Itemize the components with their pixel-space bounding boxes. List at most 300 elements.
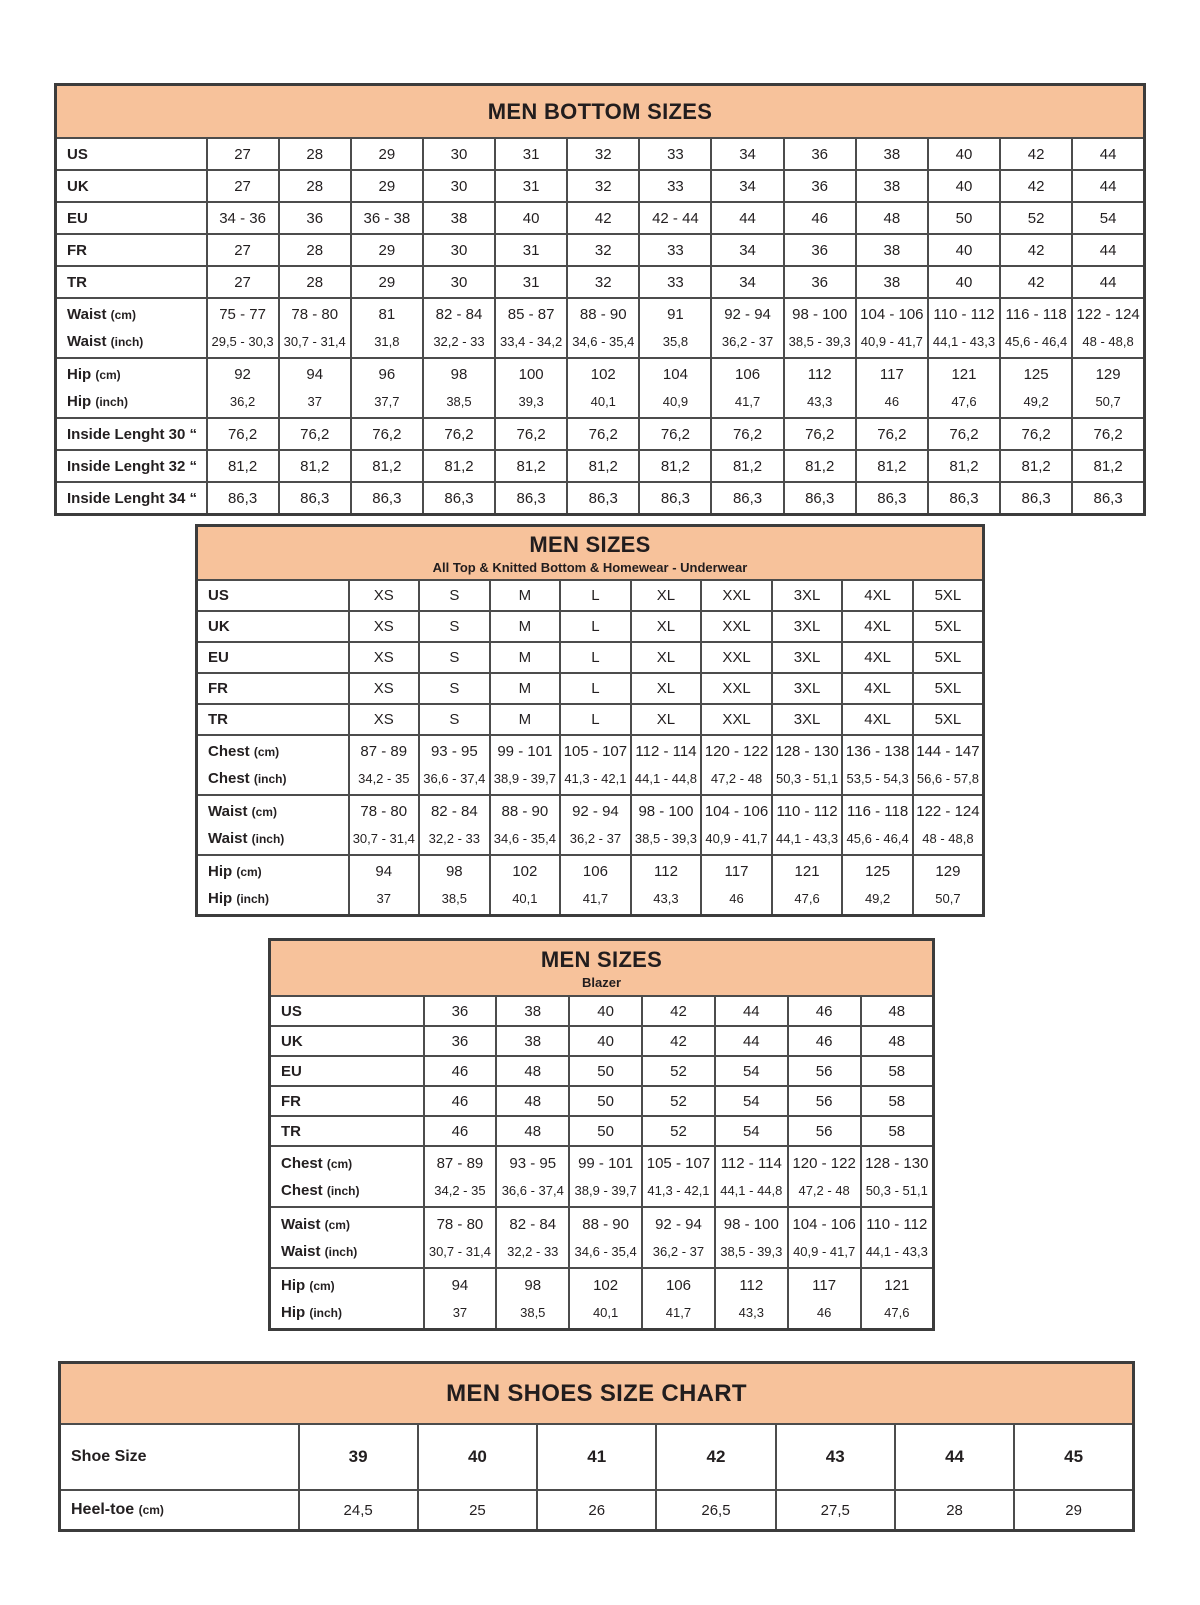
size-value: 32: [567, 234, 639, 266]
size-value: 42: [1000, 138, 1072, 170]
size-value: 44: [715, 1026, 788, 1056]
size-value-pair: 100 39,3: [495, 358, 567, 418]
size-value-pair: 98 38,5: [419, 855, 490, 916]
size-value: 58: [861, 1116, 934, 1146]
table-title: MEN SIZES: [540, 946, 663, 972]
size-value: 86,3: [351, 482, 423, 515]
size-value: 46: [784, 202, 856, 234]
table-subtitle: Blazer: [581, 974, 622, 990]
size-value: 50: [569, 1116, 642, 1146]
size-value: 48: [861, 1026, 934, 1056]
size-value: 36: [279, 202, 351, 234]
size-value: 5XL: [913, 673, 984, 704]
size-value: S: [419, 580, 490, 611]
size-value: 28: [279, 234, 351, 266]
size-value: 41: [537, 1424, 656, 1490]
size-value: 76,2: [279, 418, 351, 450]
size-value-pair: 125 49,2: [842, 855, 913, 916]
size-value-pair: 117 46: [701, 855, 772, 916]
size-value: 5XL: [913, 704, 984, 735]
size-value: 81,2: [1000, 450, 1072, 482]
size-value-pair: 98 38,5: [496, 1268, 569, 1330]
table-row: [56, 298, 1145, 358]
size-value: 36: [784, 138, 856, 170]
size-value: 86,3: [207, 482, 279, 515]
size-value: 40: [418, 1424, 537, 1490]
size-value-pair: 106 41,7: [560, 855, 631, 916]
size-value: 54: [715, 1116, 788, 1146]
size-value-pair: 110 - 112 44,1 - 43,3: [772, 795, 843, 855]
table-row: [56, 418, 1145, 450]
table-row: [270, 1268, 934, 1330]
size-value: 3XL: [772, 642, 843, 673]
size-value-pair: 88 - 90 34,6 - 35,4: [567, 298, 639, 358]
size-value-pair: 85 - 87 33,4 - 34,2: [495, 298, 567, 358]
size-value: 43: [776, 1424, 895, 1490]
size-value-pair: 128 - 130 50,3 - 51,1: [772, 735, 843, 795]
size-value: 34: [711, 170, 783, 202]
size-value: 26: [537, 1490, 656, 1531]
row-label: Hip (cm) Hip (inch): [197, 855, 349, 916]
size-value-pair: 94 37: [279, 358, 351, 418]
size-value: 42: [1000, 266, 1072, 298]
table-row: [56, 234, 1145, 266]
size-value: 56: [788, 1086, 861, 1116]
size-value-pair: 88 - 90 34,6 - 35,4: [569, 1207, 642, 1268]
size-value-pair: 88 - 90 34,6 - 35,4: [490, 795, 561, 855]
size-value: 52: [642, 1056, 715, 1086]
size-value: 24,5: [299, 1490, 418, 1531]
size-value: 4XL: [842, 611, 913, 642]
size-value: 42: [656, 1424, 775, 1490]
size-value: 44: [711, 202, 783, 234]
size-value: XS: [349, 611, 420, 642]
row-label: Hip (cm) Hip (inch): [56, 358, 207, 418]
size-value-pair: 120 - 122 47,2 - 48: [701, 735, 772, 795]
men-shoes-size-chart-grid: [58, 1361, 1135, 1532]
size-value: XXL: [701, 642, 772, 673]
size-value-pair: 117 46: [856, 358, 928, 418]
size-value: L: [560, 580, 631, 611]
size-value: 31: [495, 266, 567, 298]
row-label: Chest (cm) Chest (inch): [197, 735, 349, 795]
size-value: M: [490, 673, 561, 704]
size-value: 76,2: [423, 418, 495, 450]
table-row: [270, 1086, 934, 1116]
size-value-pair: 117 46: [788, 1268, 861, 1330]
row-label: Waist (cm) Waist (inch): [197, 795, 349, 855]
size-value: 86,3: [711, 482, 783, 515]
size-value: XS: [349, 642, 420, 673]
size-value: 81,2: [567, 450, 639, 482]
size-value-pair: 122 - 124 48 - 48,8: [1072, 298, 1144, 358]
size-value: XXL: [701, 611, 772, 642]
size-value: 28: [279, 138, 351, 170]
size-value-pair: 116 - 118 45,6 - 46,4: [1000, 298, 1072, 358]
size-value: 27,5: [776, 1490, 895, 1531]
size-value: 81,2: [784, 450, 856, 482]
size-value: 29: [351, 266, 423, 298]
size-value-pair: 96 37,7: [351, 358, 423, 418]
size-value: 42: [1000, 170, 1072, 202]
size-value: 42: [642, 1026, 715, 1056]
size-value: 86,3: [495, 482, 567, 515]
size-value: 46: [424, 1086, 497, 1116]
size-value-pair: 92 - 94 36,2 - 37: [560, 795, 631, 855]
size-value: XL: [631, 611, 702, 642]
size-value: 76,2: [1000, 418, 1072, 450]
size-value-pair: 125 49,2: [1000, 358, 1072, 418]
size-value: 48: [861, 996, 934, 1026]
size-value-pair: 104 - 106 40,9 - 41,7: [701, 795, 772, 855]
size-value-pair: 104 - 106 40,9 - 41,7: [856, 298, 928, 358]
size-value: 36 - 38: [351, 202, 423, 234]
size-value: 86,3: [567, 482, 639, 515]
row-label: EU: [56, 202, 207, 234]
size-value: 44: [895, 1424, 1014, 1490]
size-value: 36: [424, 1026, 497, 1056]
table-title: MEN SHOES SIZE CHART: [446, 1379, 747, 1407]
title-row: [56, 85, 1145, 139]
size-value-pair: 98 - 100 38,5 - 39,3: [631, 795, 702, 855]
size-value: 45: [1014, 1424, 1133, 1490]
size-value: 76,2: [351, 418, 423, 450]
row-label: Waist (cm) Waist (inch): [56, 298, 207, 358]
size-value-pair: 112 43,3: [784, 358, 856, 418]
size-value-pair: 121 47,6: [772, 855, 843, 916]
size-value: 29: [351, 170, 423, 202]
size-value-pair: 128 - 130 50,3 - 51,1: [861, 1146, 934, 1207]
size-value: 52: [642, 1086, 715, 1116]
size-value-pair: 129 50,7: [913, 855, 984, 916]
size-value: 4XL: [842, 642, 913, 673]
row-label: Chest (cm) Chest (inch): [270, 1146, 424, 1207]
table-title: MEN SIZES: [529, 531, 651, 557]
size-value: 44: [715, 996, 788, 1026]
size-value: 81,2: [711, 450, 783, 482]
size-value: 50: [928, 202, 1000, 234]
size-value: 40: [928, 266, 1000, 298]
size-value: 32: [567, 266, 639, 298]
size-value-pair: 99 - 101 38,9 - 39,7: [569, 1146, 642, 1207]
row-label: UK: [197, 611, 349, 642]
size-value: 27: [207, 234, 279, 266]
size-value: 76,2: [928, 418, 1000, 450]
table-row: [197, 704, 984, 735]
size-value: 3XL: [772, 580, 843, 611]
size-value: 28: [279, 170, 351, 202]
row-label: Waist (cm) Waist (inch): [270, 1207, 424, 1268]
size-value-pair: 92 - 94 36,2 - 37: [642, 1207, 715, 1268]
size-value: 27: [207, 138, 279, 170]
size-value: 4XL: [842, 704, 913, 735]
size-value: 48: [496, 1086, 569, 1116]
men-sizes-tops-table: [195, 524, 985, 917]
size-value-pair: 102 40,1: [569, 1268, 642, 1330]
size-value: 42: [642, 996, 715, 1026]
size-value: S: [419, 704, 490, 735]
size-value-pair: 93 - 95 36,6 - 37,4: [496, 1146, 569, 1207]
size-value-pair: 112 43,3: [715, 1268, 788, 1330]
men-bottom-sizes-grid: [54, 83, 1146, 516]
size-value-pair: 93 - 95 36,6 - 37,4: [419, 735, 490, 795]
row-label: Heel-toe (cm): [60, 1490, 299, 1531]
size-value: 38: [856, 138, 928, 170]
size-value-pair: 98 38,5: [423, 358, 495, 418]
size-value: 86,3: [1072, 482, 1144, 515]
row-label: Inside Lenght 30 “: [56, 418, 207, 450]
size-value: 81,2: [423, 450, 495, 482]
table-title-band: [197, 526, 984, 581]
size-value: 50: [569, 1086, 642, 1116]
size-value-pair: 112 - 114 44,1 - 44,8: [715, 1146, 788, 1207]
title-row: [60, 1363, 1134, 1425]
size-value: 32: [567, 170, 639, 202]
size-value: 48: [496, 1056, 569, 1086]
size-value-pair: 106 41,7: [642, 1268, 715, 1330]
size-value-pair: 122 - 124 48 - 48,8: [913, 795, 984, 855]
size-value: XL: [631, 673, 702, 704]
table-row: [56, 138, 1145, 170]
size-value: 81,2: [1072, 450, 1144, 482]
size-value-pair: 98 - 100 38,5 - 39,3: [784, 298, 856, 358]
size-value: 29: [1014, 1490, 1133, 1531]
size-value: 81,2: [495, 450, 567, 482]
size-value: 76,2: [856, 418, 928, 450]
row-label: TR: [56, 266, 207, 298]
size-value: L: [560, 704, 631, 735]
table-row: [270, 996, 934, 1026]
size-value: XXL: [701, 580, 772, 611]
size-value: 33: [639, 234, 711, 266]
size-value: 52: [1000, 202, 1072, 234]
size-value: 46: [424, 1116, 497, 1146]
size-value: XL: [631, 704, 702, 735]
table-row: [56, 358, 1145, 418]
size-value-pair: 104 40,9: [639, 358, 711, 418]
table-row: [197, 673, 984, 704]
size-value: 50: [569, 1056, 642, 1086]
size-value-pair: 94 37: [349, 855, 420, 916]
size-value-pair: 92 - 94 36,2 - 37: [711, 298, 783, 358]
size-value: 32: [567, 138, 639, 170]
row-label: Inside Lenght 34 “: [56, 482, 207, 515]
men-bottom-sizes-table: [54, 83, 1146, 516]
size-value: 56: [788, 1116, 861, 1146]
size-value: 3XL: [772, 673, 843, 704]
size-value: 46: [788, 1026, 861, 1056]
size-value: L: [560, 611, 631, 642]
size-value: 33: [639, 170, 711, 202]
table-row: [56, 202, 1145, 234]
size-value: 76,2: [207, 418, 279, 450]
size-value: 40: [928, 138, 1000, 170]
size-value: S: [419, 611, 490, 642]
table-row: [197, 795, 984, 855]
size-value: 5XL: [913, 611, 984, 642]
table-row: [56, 450, 1145, 482]
row-label: UK: [56, 170, 207, 202]
size-value-pair: 87 - 89 34,2 - 35: [424, 1146, 497, 1207]
size-value-pair: 129 50,7: [1072, 358, 1144, 418]
size-value: XS: [349, 704, 420, 735]
table-row: [60, 1490, 1134, 1531]
size-value: 28: [895, 1490, 1014, 1531]
size-value: 38: [856, 170, 928, 202]
size-value: M: [490, 704, 561, 735]
table-row: [270, 1116, 934, 1146]
size-value-pair: 78 - 80 30,7 - 31,4: [279, 298, 351, 358]
size-value: 76,2: [495, 418, 567, 450]
size-value: 44: [1072, 266, 1144, 298]
size-value-pair: 82 - 84 32,2 - 33: [423, 298, 495, 358]
size-value-pair: 120 - 122 47,2 - 48: [788, 1146, 861, 1207]
table-row: [270, 1146, 934, 1207]
size-value: 81,2: [639, 450, 711, 482]
size-value: 54: [715, 1086, 788, 1116]
table-row: [197, 611, 984, 642]
size-value: 34: [711, 138, 783, 170]
table-title-band: [270, 940, 934, 997]
size-value: 5XL: [913, 580, 984, 611]
size-value: 76,2: [711, 418, 783, 450]
size-value: 30: [423, 234, 495, 266]
size-value-pair: 87 - 89 34,2 - 35: [349, 735, 420, 795]
size-value: 76,2: [1072, 418, 1144, 450]
size-value: S: [419, 642, 490, 673]
table-row: [197, 855, 984, 916]
size-value-pair: 106 41,7: [711, 358, 783, 418]
size-value-pair: 91 35,8: [639, 298, 711, 358]
table-row: [197, 735, 984, 795]
size-value: 33: [639, 138, 711, 170]
table-row: [270, 1056, 934, 1086]
title-row: [197, 526, 984, 581]
size-value: 38: [856, 266, 928, 298]
size-value: 36: [784, 266, 856, 298]
row-label: UK: [270, 1026, 424, 1056]
men-sizes-blazer-grid: [268, 938, 935, 1331]
size-value: 48: [496, 1116, 569, 1146]
size-value: 29: [351, 138, 423, 170]
size-value: 86,3: [1000, 482, 1072, 515]
size-value: 58: [861, 1086, 934, 1116]
table-row: [197, 580, 984, 611]
size-value: 34: [711, 266, 783, 298]
size-value-pair: 144 - 147 56,6 - 57,8: [913, 735, 984, 795]
size-value-pair: 136 - 138 53,5 - 54,3: [842, 735, 913, 795]
size-value: 44: [1072, 138, 1144, 170]
size-value: 27: [207, 266, 279, 298]
size-value: 52: [642, 1116, 715, 1146]
size-value-pair: 94 37: [424, 1268, 497, 1330]
size-value: 86,3: [279, 482, 351, 515]
table-row: [56, 482, 1145, 515]
size-value: 40: [569, 1026, 642, 1056]
row-label: US: [56, 138, 207, 170]
size-value: M: [490, 642, 561, 673]
size-value-pair: 110 - 112 44,1 - 43,3: [928, 298, 1000, 358]
table-row: [197, 642, 984, 673]
size-value: 4XL: [842, 580, 913, 611]
size-value: 44: [1072, 234, 1144, 266]
row-label: FR: [197, 673, 349, 704]
size-value: 34: [711, 234, 783, 266]
size-value: 27: [207, 170, 279, 202]
size-value: 34 - 36: [207, 202, 279, 234]
size-value: XL: [631, 580, 702, 611]
row-label: Shoe Size: [60, 1424, 299, 1490]
table-title: MEN BOTTOM SIZES: [487, 98, 713, 124]
table-title-band: [60, 1363, 1134, 1425]
size-value: 86,3: [423, 482, 495, 515]
size-value: 81,2: [351, 450, 423, 482]
size-value: 40: [495, 202, 567, 234]
size-value: 30: [423, 138, 495, 170]
size-value: 4XL: [842, 673, 913, 704]
size-value-pair: 116 - 118 45,6 - 46,4: [842, 795, 913, 855]
size-value: 44: [1072, 170, 1144, 202]
size-value-pair: 92 36,2: [207, 358, 279, 418]
size-value-pair: 104 - 106 40,9 - 41,7: [788, 1207, 861, 1268]
size-value: 46: [788, 996, 861, 1026]
size-value-pair: 75 - 77 29,5 - 30,3: [207, 298, 279, 358]
size-value-pair: 78 - 80 30,7 - 31,4: [349, 795, 420, 855]
row-label: TR: [197, 704, 349, 735]
size-value: 48: [856, 202, 928, 234]
size-value: 38: [423, 202, 495, 234]
size-value-pair: 102 40,1: [567, 358, 639, 418]
size-value: 42: [567, 202, 639, 234]
size-value: 86,3: [856, 482, 928, 515]
table-subtitle: All Top & Knitted Bottom & Homewear - Underwear: [432, 559, 748, 575]
size-value: 40: [928, 234, 1000, 266]
size-value: L: [560, 642, 631, 673]
size-value: 56: [788, 1056, 861, 1086]
size-value-pair: 99 - 101 38,9 - 39,7: [490, 735, 561, 795]
table-row: [56, 266, 1145, 298]
size-value-pair: 121 47,6: [861, 1268, 934, 1330]
men-shoes-size-chart-table: [58, 1361, 1135, 1532]
row-label: US: [270, 996, 424, 1026]
size-value: 40: [928, 170, 1000, 202]
size-value: S: [419, 673, 490, 704]
size-value: 40: [569, 996, 642, 1026]
size-value: 42 - 44: [639, 202, 711, 234]
row-label: US: [197, 580, 349, 611]
size-value: 36: [784, 234, 856, 266]
size-value: 46: [424, 1056, 497, 1086]
size-value: 81,2: [207, 450, 279, 482]
size-value: L: [560, 673, 631, 704]
size-value-pair: 82 - 84 32,2 - 33: [419, 795, 490, 855]
table-row: [270, 1207, 934, 1268]
size-value: M: [490, 580, 561, 611]
size-value: 38: [496, 996, 569, 1026]
size-value: 31: [495, 138, 567, 170]
size-value: 33: [639, 266, 711, 298]
size-value: 26,5: [656, 1490, 775, 1531]
size-value: 3XL: [772, 704, 843, 735]
row-label: Hip (cm) Hip (inch): [270, 1268, 424, 1330]
table-row: [60, 1424, 1134, 1490]
size-value-pair: 110 - 112 44,1 - 43,3: [861, 1207, 934, 1268]
size-value: XS: [349, 580, 420, 611]
size-value: 29: [351, 234, 423, 266]
size-value: 25: [418, 1490, 537, 1531]
size-value: 81,2: [928, 450, 1000, 482]
size-value: 54: [715, 1056, 788, 1086]
